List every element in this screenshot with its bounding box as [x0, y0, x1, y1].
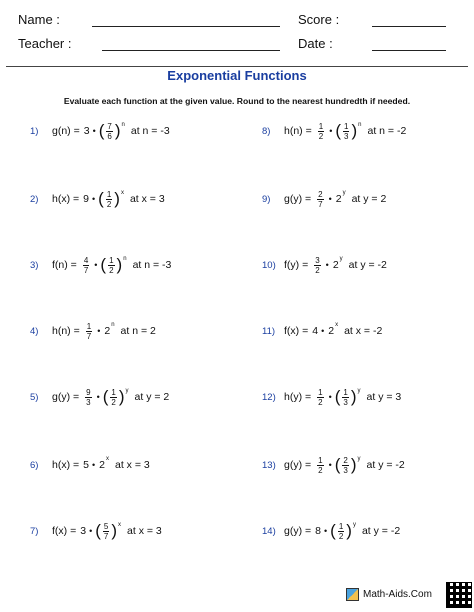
function-lhs: g(y) =	[52, 391, 80, 403]
function-lhs: h(n) =	[52, 325, 80, 337]
multiply-dot: •	[323, 526, 328, 536]
problem-number: 10)	[262, 259, 276, 271]
base-numerator: 1	[338, 521, 344, 531]
multiply-dot: •	[94, 260, 98, 270]
base-numerator: 5	[103, 521, 109, 531]
function-lhs: g(n) =	[52, 125, 80, 137]
logo-text: Math-Aids.Com	[363, 589, 432, 600]
base: 2	[104, 325, 111, 337]
coefficient: 4	[312, 325, 319, 337]
coefficient	[318, 122, 324, 141]
coefficient	[85, 388, 91, 407]
problem-13	[262, 450, 405, 480]
left-paren: (	[98, 188, 104, 208]
multiply-dot: •	[92, 126, 96, 136]
base-numerator: 2	[343, 455, 348, 465]
left-paren: (	[334, 454, 341, 474]
base-denominator: 6	[107, 131, 112, 141]
problem-number: 14)	[262, 525, 276, 537]
header-divider	[6, 66, 468, 67]
base	[338, 522, 344, 541]
evaluation-point: at x = 3	[114, 459, 150, 471]
coefficient-numerator: 1	[318, 121, 324, 131]
coefficient-numerator: 4	[83, 255, 89, 265]
base-numerator: 1	[106, 189, 112, 199]
problem-number: 3)	[30, 259, 39, 271]
base	[110, 388, 116, 407]
problem-5	[30, 382, 169, 412]
base-numerator: 1	[344, 121, 349, 131]
evaluation-point: at y = 2	[351, 193, 387, 205]
coefficient	[314, 256, 320, 275]
base-denominator: 2	[109, 265, 114, 275]
coefficient-numerator: 1	[318, 387, 323, 397]
base	[108, 256, 114, 275]
problem-14	[262, 516, 400, 546]
qr-code-icon	[446, 582, 472, 608]
instructions: Evaluate each function at the given value. Round to the nearest hundredth if needed.	[63, 96, 411, 106]
exponent: n	[123, 256, 127, 262]
score-line[interactable]	[372, 26, 446, 27]
evaluation-point: at y = 2	[134, 391, 170, 403]
right-paren: )	[114, 120, 121, 140]
exponent: y	[352, 522, 356, 528]
teacher-label: Teacher :	[18, 36, 72, 51]
base-numerator: 1	[111, 387, 116, 397]
multiply-dot: •	[325, 260, 329, 270]
function-lhs: f(x) =	[284, 325, 309, 337]
date-label: Date :	[298, 36, 333, 51]
coefficient-denominator: 7	[318, 199, 323, 209]
page-title: Exponential Functions	[167, 68, 307, 83]
exponent: y	[339, 256, 343, 262]
multiply-dot: •	[96, 392, 100, 402]
exponent: y	[342, 190, 346, 196]
coefficient	[86, 322, 92, 341]
coefficient-numerator: 1	[318, 455, 323, 465]
evaluation-point: at y = 3	[366, 391, 402, 403]
footer-logo	[346, 588, 432, 601]
evaluation-point: at y = -2	[366, 459, 405, 471]
problem-number: 9)	[262, 193, 271, 205]
left-paren: (	[95, 520, 101, 540]
problem-4	[30, 316, 156, 346]
exponent: n	[111, 322, 115, 328]
coefficient-denominator: 2	[315, 265, 320, 275]
left-paren: (	[335, 120, 342, 140]
base: 2	[99, 459, 105, 471]
base-numerator: 7	[107, 121, 112, 131]
multiply-dot: •	[328, 392, 332, 402]
multiply-dot: •	[328, 194, 332, 204]
base-numerator: 1	[109, 255, 114, 265]
base-denominator: 3	[343, 465, 348, 475]
function-lhs: f(y) =	[284, 259, 309, 271]
coefficient: 3	[83, 125, 90, 137]
coefficient	[317, 456, 323, 475]
coefficient: 8	[315, 525, 321, 537]
coefficient-numerator: 1	[86, 321, 92, 331]
exponent: x	[120, 190, 124, 196]
function-lhs: g(y) =	[284, 193, 312, 205]
left-paren: (	[100, 254, 107, 274]
evaluation-point: at y = -2	[348, 259, 387, 271]
function-lhs: f(n) =	[52, 259, 77, 271]
exponent: y	[125, 388, 129, 394]
left-paren: (	[330, 520, 336, 540]
problem-6	[30, 450, 150, 480]
coefficient: 5	[83, 459, 89, 471]
right-paren: )	[346, 520, 352, 540]
base: 2	[332, 259, 339, 271]
evaluation-point: at x = 3	[129, 193, 165, 205]
right-paren: )	[114, 188, 120, 208]
evaluation-point: at n = 2	[120, 325, 156, 337]
function-lhs: h(x) =	[52, 459, 80, 471]
multiply-dot: •	[328, 460, 332, 470]
multiply-dot: •	[97, 326, 101, 336]
problem-number: 2)	[30, 193, 39, 205]
function-lhs: h(x) =	[52, 193, 80, 205]
problem-number: 1)	[30, 125, 39, 137]
problem-3	[30, 250, 171, 280]
evaluation-point: at y = -2	[361, 525, 401, 537]
coefficient-denominator: 7	[86, 331, 92, 341]
coefficient-numerator: 2	[318, 189, 323, 199]
base-denominator: 2	[106, 199, 112, 209]
evaluation-point: at n = -2	[367, 125, 407, 137]
exponent: x	[118, 522, 122, 528]
left-paren: (	[334, 386, 341, 406]
function-lhs: g(y) =	[284, 459, 312, 471]
problem-2	[30, 184, 165, 214]
problem-12	[262, 382, 401, 412]
multiply-dot: •	[329, 126, 333, 136]
coefficient-denominator: 2	[318, 131, 324, 141]
problem-10	[262, 250, 387, 280]
function-lhs: h(n) =	[284, 125, 312, 137]
problem-number: 11)	[262, 325, 276, 337]
left-paren: (	[102, 386, 109, 406]
base	[342, 456, 348, 475]
problem-8	[262, 116, 406, 146]
multiply-dot: •	[321, 326, 325, 336]
right-paren: )	[116, 254, 123, 274]
evaluation-point: at x = 3	[127, 525, 162, 537]
multiply-dot: •	[91, 460, 96, 470]
problem-number: 12)	[262, 391, 276, 403]
problem-number: 6)	[30, 459, 39, 471]
coefficient-denominator: 3	[86, 397, 91, 407]
exponent: x	[105, 456, 109, 462]
base	[106, 122, 112, 141]
problem-number: 13)	[262, 459, 276, 471]
right-paren: )	[350, 454, 357, 474]
problem-1	[30, 116, 170, 146]
base: 2	[328, 325, 335, 337]
exponent: n	[121, 122, 125, 128]
coefficient	[317, 190, 323, 209]
problem-9	[262, 184, 386, 214]
date-line[interactable]	[372, 50, 446, 51]
base: 2	[335, 193, 342, 205]
problem-number: 8)	[262, 125, 271, 137]
exponent: n	[358, 122, 362, 128]
base-denominator: 3	[344, 131, 349, 141]
base-denominator: 3	[343, 397, 348, 407]
evaluation-point: at x = -2	[344, 325, 383, 337]
problem-7	[30, 516, 162, 546]
problem-number: 5)	[30, 391, 39, 403]
teacher-line[interactable]	[102, 50, 280, 51]
exponent: y	[357, 388, 361, 394]
function-lhs: f(x) =	[52, 525, 77, 537]
name-line[interactable]	[92, 26, 280, 27]
coefficient	[317, 388, 323, 407]
coefficient: 3	[80, 525, 87, 537]
exponent: y	[357, 456, 361, 462]
problem-number: 7)	[30, 525, 39, 537]
coefficient: 9	[83, 193, 89, 205]
right-paren: )	[350, 386, 357, 406]
base	[106, 190, 112, 209]
right-paren: )	[111, 520, 118, 540]
coefficient-denominator: 2	[318, 465, 323, 475]
problem-number: 4)	[30, 325, 39, 337]
score-label: Score :	[298, 12, 340, 27]
base	[103, 522, 109, 541]
multiply-dot: •	[89, 526, 93, 536]
base-numerator: 1	[343, 387, 348, 397]
coefficient-numerator: 9	[86, 387, 91, 397]
base-denominator: 7	[103, 531, 109, 541]
evaluation-point: at n = -3	[132, 259, 172, 271]
function-lhs: g(y) =	[284, 525, 312, 537]
base	[343, 122, 349, 141]
function-lhs: h(y) =	[284, 391, 312, 403]
base-denominator: 2	[111, 397, 116, 407]
right-paren: )	[118, 386, 125, 406]
coefficient-denominator: 2	[318, 397, 323, 407]
left-paren: (	[98, 120, 105, 140]
math-aids-logo-icon	[346, 588, 359, 601]
coefficient	[83, 256, 89, 275]
problem-11	[262, 316, 382, 346]
multiply-dot: •	[91, 194, 96, 204]
right-paren: )	[351, 120, 358, 140]
name-label: Name :	[18, 12, 60, 27]
coefficient-numerator: 3	[315, 255, 320, 265]
coefficient-denominator: 7	[83, 265, 89, 275]
base-denominator: 2	[338, 531, 344, 541]
evaluation-point: at n = -3	[130, 125, 170, 137]
exponent: x	[335, 322, 339, 328]
base	[342, 388, 348, 407]
